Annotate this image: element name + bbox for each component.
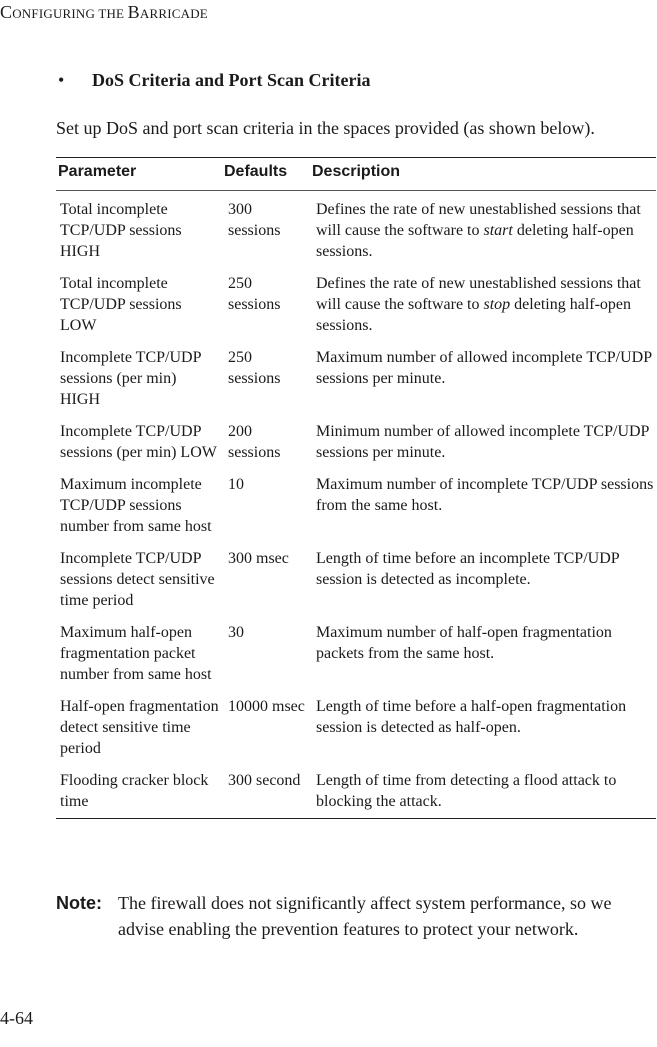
desc-text-tail: deleting half-open sessions. xyxy=(316,296,632,334)
intro-paragraph: Set up DoS and port scan criteria in the spaces provided (as shown below). xyxy=(56,118,595,138)
table-row xyxy=(56,413,656,466)
cell-parameter: Total incomplete TCP/UDP sessions HIGH xyxy=(60,201,182,260)
running-head xyxy=(0,2,208,23)
desc-text: Defines the rate of new unestablished sessions that will cause the software to xyxy=(316,275,641,313)
header-description: Description xyxy=(310,158,656,191)
section-title: DoS Criteria and Port Scan Criteria xyxy=(92,70,371,90)
cell-description xyxy=(310,191,656,266)
note-text: The firewall does not significantly affect system performance, so we advise enabling the prevention features to protect your network. xyxy=(118,893,612,939)
cell-description: Length of time before a half-open fragmentation session is detected as half-open. xyxy=(316,698,627,736)
cell-description: Length of time before an incomplete TCP/UDP session is detected as incomplete. xyxy=(316,550,620,588)
cell-parameter: Flooding cracker block time xyxy=(56,762,222,819)
cell-parameter: Incomplete TCP/UDP sessions (per min) LOW xyxy=(60,423,217,461)
cell-default: 30 xyxy=(228,624,244,641)
header-parameter: Parameter xyxy=(56,158,222,191)
running-head-small-1: ONFIGURING THE xyxy=(12,6,128,21)
cell-default: 300 second xyxy=(222,762,310,819)
table-row xyxy=(56,466,656,540)
desc-emphasis: stop xyxy=(483,296,511,313)
cell-default: 10000 msec xyxy=(228,698,305,715)
cell-default: 200 sessions xyxy=(228,423,281,461)
note-label: Note: xyxy=(56,893,102,913)
cell-parameter: Incomplete TCP/UDP sessions (per min) HIGH xyxy=(60,349,201,408)
cell-parameter: Maximum half-open fragmentation packet number from same host xyxy=(60,624,212,683)
table-row xyxy=(56,265,656,339)
running-head-small-2: ARRICADE xyxy=(139,6,208,21)
criteria-table xyxy=(56,157,656,819)
table-row xyxy=(56,191,656,266)
desc-text: Defines the rate of new unestablished sessions that will cause the software to xyxy=(316,201,641,239)
cell-description xyxy=(310,265,656,339)
page-number: 4-64 xyxy=(0,1008,33,1028)
table-row xyxy=(56,339,656,413)
cell-description: Maximum number of allowed incomplete TCP/UDP sessions per minute. xyxy=(316,349,652,387)
cell-parameter: Maximum incomplete TCP/UDP sessions number from same host xyxy=(60,476,212,535)
cell-parameter: Incomplete TCP/UDP sessions detect sensitive time period xyxy=(60,550,215,609)
cell-default: 300 msec xyxy=(228,550,289,567)
table-row xyxy=(56,762,656,819)
desc-emphasis: start xyxy=(483,222,513,239)
bullet-marker: • xyxy=(58,70,65,90)
note-block xyxy=(56,890,646,942)
cell-parameter: Total incomplete TCP/UDP sessions LOW xyxy=(60,275,182,334)
cell-default: 250 sessions xyxy=(228,275,281,313)
table-row xyxy=(56,540,656,614)
cell-default: 10 xyxy=(228,476,244,493)
cell-default: 250 sessions xyxy=(228,349,281,387)
table-row xyxy=(56,614,656,688)
cell-description: Maximum number of incomplete TCP/UDP sessions from the same host. xyxy=(316,476,654,514)
cell-parameter: Half-open fragmentation detect sensitive time period xyxy=(60,698,219,757)
running-head-cap-c: C xyxy=(0,2,13,22)
table-row xyxy=(56,688,656,762)
desc-text-tail: deleting half-open sessions. xyxy=(316,222,634,260)
cell-description: Length of time from detecting a flood attack to blocking the attack. xyxy=(310,762,656,819)
table-header-row xyxy=(56,158,656,191)
section-heading xyxy=(58,70,370,91)
cell-description: Minimum number of allowed incomplete TCP/UDP sessions per minute. xyxy=(316,423,649,461)
running-head-cap-b: B xyxy=(127,2,140,22)
header-defaults: Defaults xyxy=(222,158,310,191)
cell-description: Maximum number of half-open fragmentation packets from the same host. xyxy=(316,624,612,662)
cell-default: 300 sessions xyxy=(228,201,281,239)
